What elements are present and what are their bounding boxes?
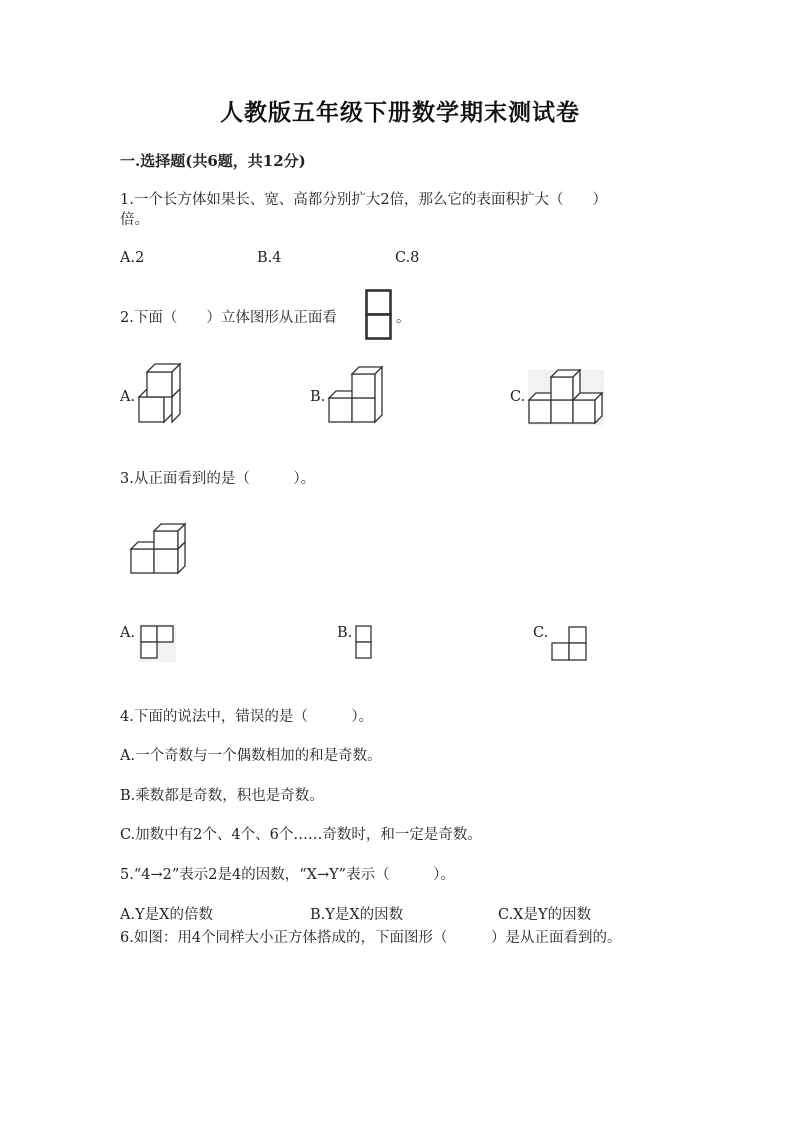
q4-option-a: A.一个奇数与一个偶数相加的和是奇数。 — [120, 748, 382, 764]
q4-option-c: C.加数中有2个、4个、6个……奇数时，和一定是奇数。 — [120, 827, 482, 843]
q3-text: 3.从正面看到的是（ ）。 — [120, 471, 316, 487]
q2-option-c-figure — [528, 370, 604, 425]
q1-text: 1.一个长方体如果长、宽、高都分别扩大2倍，那么它的表面积扩大（ ） — [120, 192, 608, 208]
q1-option-a: A.2 — [120, 250, 145, 266]
q2-text: 2.下面（ ）立体图形从正面看 — [120, 310, 337, 326]
q4-text: 4.下面的说法中，错误的是（ ）。 — [120, 709, 374, 725]
page-title: 人教版五年级下册数学期末测试卷 — [220, 99, 580, 126]
q5-option-b: B.Y是X的因数 — [310, 907, 404, 923]
q3-figure — [130, 522, 188, 576]
q1-option-c: C.8 — [395, 250, 420, 266]
q3-option-a-label: A. — [120, 625, 136, 641]
q3-option-c-label: C. — [533, 625, 549, 641]
section-heading: 一.选择题(共6题，共12分) — [120, 152, 306, 170]
q5-text: 5.“4→2”表示2是4的因数，“X→Y”表示（ ）。 — [120, 867, 455, 883]
q3-option-b-label: B. — [337, 625, 353, 641]
q1-text-cont: 倍。 — [120, 212, 149, 228]
q2-option-b-figure — [328, 372, 382, 424]
q6-text: 6.如图：用4个同样大小正方体搭成的，下面图形（ ）是从正面看到的。 — [120, 930, 622, 946]
q3-option-a-figure — [139, 624, 176, 662]
q2-text-suffix: 。 — [396, 310, 411, 326]
q2-front-view-figure — [365, 289, 393, 341]
q5-option-c: C.X是Y的因数 — [498, 907, 592, 923]
q2-option-c-label: C. — [510, 389, 526, 405]
q2-option-a-figure — [138, 364, 180, 424]
q4-option-b: B.乘数都是奇数，积也是奇数。 — [120, 788, 324, 804]
q2-option-a-label: A. — [120, 389, 136, 405]
q5-option-a: A.Y是X的倍数 — [120, 907, 213, 923]
q3-option-b-figure — [355, 625, 373, 661]
q2-option-b-label: B. — [310, 389, 326, 405]
q1-option-b: B.4 — [257, 250, 282, 266]
q3-option-c-figure — [551, 625, 589, 663]
